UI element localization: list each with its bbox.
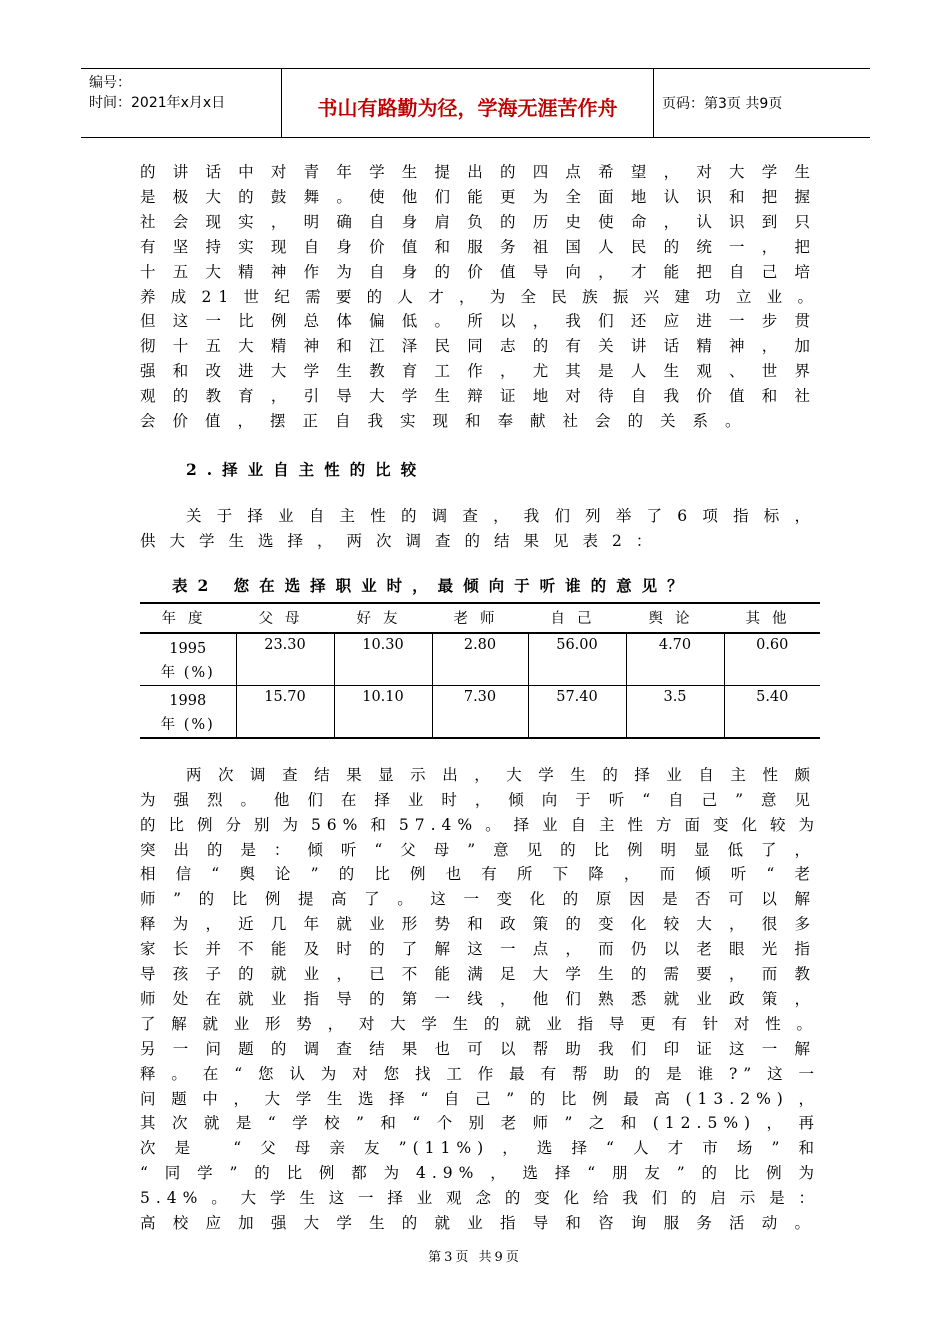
table-cell: 10.10 xyxy=(334,685,432,738)
column-header: 其他 xyxy=(745,611,799,628)
text-line: 师处在就业指导的第一线，他们熟悉就业政策， xyxy=(140,989,820,1008)
year-cell xyxy=(140,633,236,686)
text-line: 家长并不能及时的了解这一点，而仍以老眼光指 xyxy=(140,940,820,959)
text-line: 关于择业自主性的调查，我们列举了6项指标， xyxy=(186,506,820,525)
header-page-info-cell xyxy=(654,69,870,137)
column-header: 自己 xyxy=(550,611,604,628)
intro-paragraph xyxy=(140,504,820,554)
page-header xyxy=(81,68,870,138)
table-row xyxy=(140,633,820,686)
section-title: 2.择业自主性的比较 xyxy=(186,459,427,479)
top-paragraph xyxy=(140,160,820,434)
table-cell: 57.40 xyxy=(528,685,626,738)
table-header-row xyxy=(140,603,820,633)
text-line: 次是 “父母亲友”(11%)，选择“人才市场”和 xyxy=(140,1139,820,1158)
table-cell: 4.70 xyxy=(626,633,724,686)
text-line: 了解就业形势，对大学生的就业指导更有针对性。 xyxy=(140,1014,820,1033)
header-time: 时间：2021年x月x日 xyxy=(89,95,226,111)
column-header: 父母 xyxy=(258,611,312,628)
text-line: 两次调查结果显示出，大学生的择业自主性颇 xyxy=(186,765,820,784)
table-cell: 7.30 xyxy=(432,685,528,738)
text-line: 高校应加强大学生的就业指导和咨询服务活动。 xyxy=(140,1214,820,1233)
table-cell: 5.40 xyxy=(724,685,820,738)
table-caption: 表2 您在选择职业时，最倾向于听谁的意见？ xyxy=(172,575,693,595)
column-header: 舆论 xyxy=(648,611,702,628)
document-body xyxy=(140,160,820,1236)
text-line: 养成21世纪需要的人才，为全民族振兴建功立业。 xyxy=(140,287,820,306)
text-line: 是极大的鼓舞。使他们能更为全面地认识和把握 xyxy=(140,187,820,206)
header-number: 编号： xyxy=(89,75,131,91)
text-line: 会价值，摆正自我实现和奉献社会的关系。 xyxy=(140,412,758,431)
column-header: 好友 xyxy=(356,611,410,628)
table-cell: 2.80 xyxy=(432,633,528,686)
year-unit: 年 (%) xyxy=(160,664,215,681)
text-line: 相信“舆论”的比例也有所下降，而倾听“老 xyxy=(140,865,820,884)
text-line: 的比例分别为56%和57.4%。择业自主性方面变化较为 xyxy=(140,815,820,834)
text-line: 问题中，大学生选择“自己”的比例最高(13.2%)， xyxy=(140,1089,820,1108)
text-line: 为强烈。他们在择业时，倾向于听“自己”意见 xyxy=(140,790,820,809)
text-line: 导孩子的就业，已不能满足大学生的需要，而教 xyxy=(140,965,820,984)
text-line: 师”的比例提高了。这一变化的原因是否可以解 xyxy=(140,890,820,909)
text-line: 十五大精神作为自身的价值导向，才能把自己培 xyxy=(140,262,820,281)
table-cell: 10.30 xyxy=(334,633,432,686)
text-line: 观的教育，引导大学生辩证地对待自我价值和社 xyxy=(140,387,820,406)
text-line: 其次就是“学校”和“个别老师”之和(12.5%)，再 xyxy=(140,1114,820,1133)
survey-table xyxy=(140,602,820,739)
year-unit: 年 (%) xyxy=(160,716,215,733)
text-line: 社会现实，明确自身肩负的历史使命，认识到只 xyxy=(140,212,820,231)
text-line: 供大学生选择，两次调查的结果见表2： xyxy=(140,531,666,550)
text-line: 但这一比例总体偏低。所以，我们还应进一步贯 xyxy=(140,312,820,331)
header-motto: 书山有路勤为径，学海无涯苦作舟 xyxy=(317,95,618,120)
text-line: 另一问题的调查结果也可以帮助我们印证这一解 xyxy=(140,1039,820,1058)
text-line: 的讲话中对青年学生提出的四点希望，对大学生 xyxy=(140,163,820,181)
year-value: 1998 xyxy=(169,692,207,709)
text-line: 释。在“您认为对您找工作最有帮助的是谁?”这一 xyxy=(140,1064,820,1083)
table-cell: 56.00 xyxy=(528,633,626,686)
header-motto-cell xyxy=(282,69,654,137)
column-header: 老师 xyxy=(453,611,507,628)
text-line: 有坚持实现自身价值和服务祖国人民的统一，把 xyxy=(140,237,820,256)
year-value: 1995 xyxy=(169,640,207,657)
text-line: 突出的是：倾听“父母”意见的比例明显低了， xyxy=(140,840,820,859)
table-row xyxy=(140,685,820,738)
header-meta xyxy=(81,69,282,137)
column-header: 年度 xyxy=(161,611,215,628)
text-line: 强和改进大学生教育工作，尤其是人生观、世界 xyxy=(140,362,820,381)
page-footer: 第3页 共9页 xyxy=(428,1250,522,1265)
table-cell: 23.30 xyxy=(236,633,334,686)
table-cell: 3.5 xyxy=(626,685,724,738)
bottom-paragraph xyxy=(140,763,820,1236)
header-page-info: 页码：第3页 共9页 xyxy=(662,96,783,112)
text-line: 释为，近几年就业形势和政策的变化较大，很多 xyxy=(140,915,820,934)
text-line: 彻十五大精神和江泽民同志的有关讲话精神，加 xyxy=(140,337,820,356)
text-line: “同学”的比例都为4.9%，选择“朋友”的比例为 xyxy=(140,1164,820,1183)
table-cell: 0.60 xyxy=(724,633,820,686)
table-cell: 15.70 xyxy=(236,685,334,738)
year-cell xyxy=(140,685,236,738)
text-line: 5.4%。大学生这一择业观念的变化给我们的启示是： xyxy=(140,1189,820,1208)
